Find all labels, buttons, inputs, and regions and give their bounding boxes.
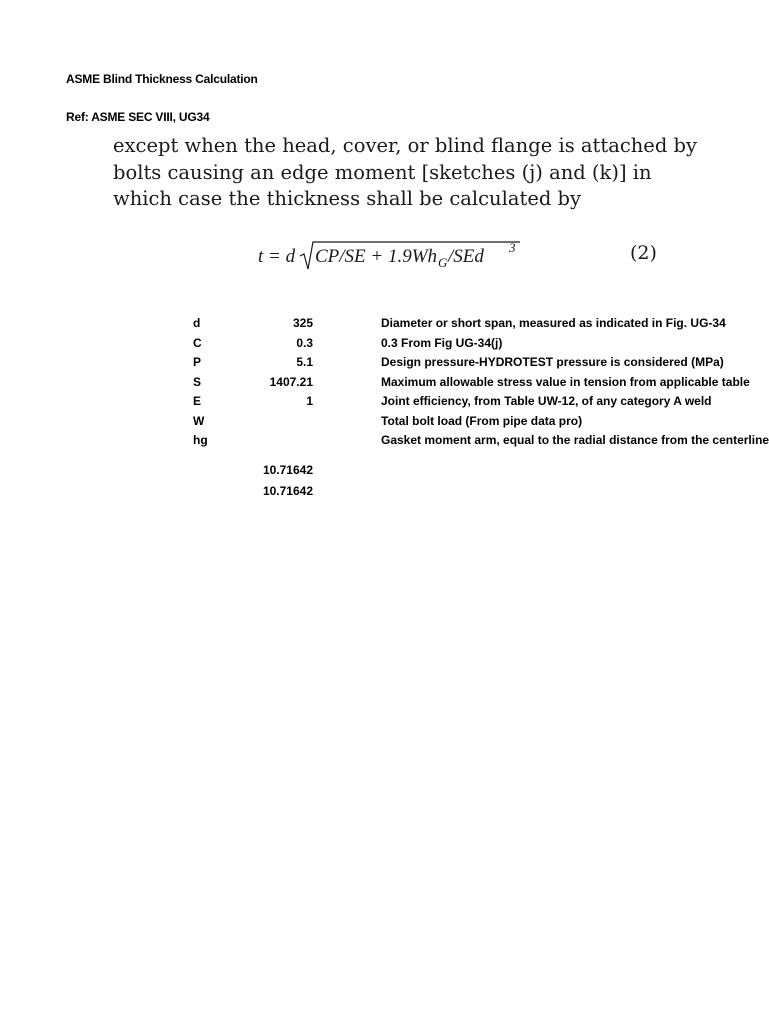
- thickness-formula: [258, 238, 528, 278]
- table-row: [0, 414, 768, 434]
- result-row: [0, 484, 768, 505]
- parameter-table: [0, 316, 768, 453]
- table-row: [0, 336, 768, 356]
- param-symbol: P: [193, 355, 202, 369]
- param-description: Joint efficiency, from Table UW-12, of any category A weld: [381, 394, 712, 408]
- formula-graphic: [258, 238, 528, 278]
- equation-number: (2): [630, 242, 657, 264]
- table-row: [0, 316, 768, 336]
- result-row: [0, 463, 768, 484]
- table-row: [0, 375, 768, 395]
- table-row: [0, 433, 768, 453]
- param-value: 1407.21: [269, 374, 313, 389]
- formula-tail: /SEd: [448, 246, 484, 267]
- param-description: Diameter or short span, measured as indicated in Fig. UG-34: [381, 316, 726, 330]
- page-title: ASME Blind Thickness Calculation: [66, 72, 258, 86]
- reference-line: Ref: ASME SEC VIII, UG34: [66, 110, 210, 124]
- code-excerpt: [113, 133, 698, 213]
- param-description: Design pressure-HYDROTEST pressure is considered (MPa): [381, 355, 724, 369]
- param-description: Maximum allowable stress value in tension from applicable table: [381, 374, 750, 389]
- param-value: 1: [306, 394, 313, 408]
- excerpt-line: which case the thickness shall be calculated by: [113, 187, 582, 210]
- formula-exponent: 3: [509, 240, 516, 255]
- result-value: 10.71642: [262, 463, 313, 477]
- param-symbol: d: [193, 316, 201, 330]
- param-description: Total bolt load (From pipe data pro): [381, 413, 583, 428]
- param-symbol: hg: [193, 433, 208, 447]
- excerpt-line: except when the head, cover, or blind flange is attached by: [113, 134, 698, 157]
- results-block: [0, 463, 768, 505]
- param-description: Gasket moment arm, equal to the radial distance from the centerline: [381, 433, 769, 447]
- param-symbol: W: [193, 413, 205, 428]
- table-row: [0, 355, 768, 375]
- param-symbol: E: [193, 394, 202, 408]
- param-description: 0.3 From Fig UG-34(j): [381, 335, 503, 350]
- result-value: 10.71642: [262, 484, 313, 498]
- formula-subscript: G: [438, 255, 448, 270]
- formula-radicand: CP/SE + 1.9Wh: [315, 246, 438, 267]
- formula-lhs: t = d: [258, 246, 296, 267]
- param-value: 325: [292, 316, 313, 330]
- excerpt-line: bolts causing an edge moment [sketches (j) and (k)] in: [113, 160, 652, 184]
- param-symbol: C: [193, 335, 202, 350]
- param-value: 0.3: [296, 335, 313, 350]
- param-value: 5.1: [296, 355, 313, 369]
- param-symbol: S: [193, 374, 202, 389]
- table-row: [0, 394, 768, 414]
